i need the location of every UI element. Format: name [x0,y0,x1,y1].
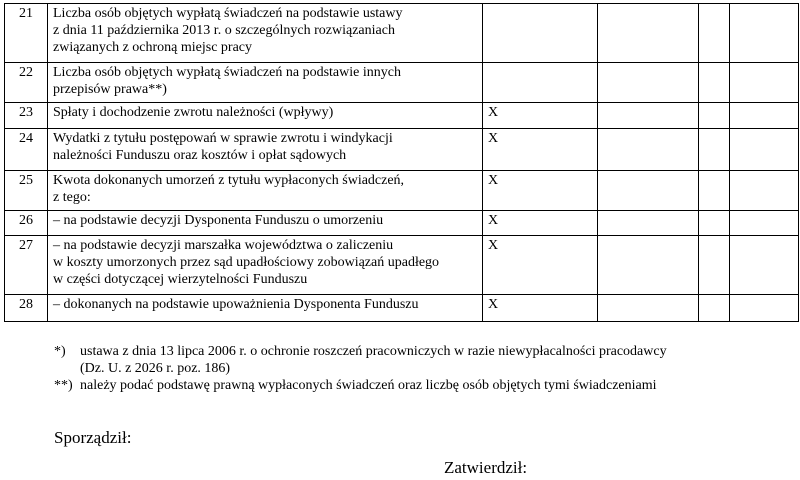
value-cell[interactable] [598,103,699,129]
table-row [5,211,799,236]
row-number: 22 [5,63,48,103]
value-cell[interactable] [730,211,799,236]
value-cell[interactable] [699,236,730,295]
description-line: z tego: [53,189,91,205]
row-description [48,211,483,236]
row-description [48,63,483,103]
not-applicable-mark: X [483,129,598,171]
description-line: Liczba osób objętych wypłatą świadczeń na podstawie ustawy [53,6,403,21]
value-cell[interactable] [730,63,799,103]
table-row [5,129,799,171]
row-description [48,171,483,211]
not-applicable-mark: X [483,171,598,211]
description-line: Spłaty i dochodzenie zwrotu należności (wpływy) [53,105,334,120]
value-cell[interactable] [598,171,699,211]
footnote-line: należy podać podstawę prawną wypłaconych świadczeń oraz liczbę osób objętych tymi świadczeniami [80,378,657,393]
prepared-by-label: Sporządził: [54,428,132,447]
description-line: Kwota dokonanych umorzeń z tytułu wypłaconych świadczeń, [53,173,405,188]
value-cell[interactable] [730,171,799,211]
value-cell[interactable] [598,211,699,236]
value-cell[interactable] [483,4,598,63]
description-line: – na podstawie decyzji Dysponenta Funduszu o umorzeniu [53,213,384,228]
value-cell[interactable] [699,295,730,322]
approved-by-label: Zatwierdził: [444,458,528,477]
value-cell[interactable] [730,103,799,129]
row-description [48,236,483,295]
footnote-mark: **) [54,378,73,393]
description-line: przepisów prawa**) [53,81,167,97]
value-cell[interactable] [699,171,730,211]
row-number: 25 [5,171,48,211]
row-number: 28 [5,295,48,322]
value-cell[interactable] [699,103,730,129]
value-cell[interactable] [730,236,799,295]
value-cell[interactable] [598,4,699,63]
value-cell[interactable] [699,4,730,63]
footnote [54,343,667,377]
table-row [5,63,799,103]
row-description [48,295,483,322]
value-cell[interactable] [598,129,699,171]
report-table [4,3,799,322]
footnote-line: ustawa z dnia 13 lipca 2006 r. o ochronie roszczeń pracowniczych w razie niewypłacalności pracodawcy [80,344,667,359]
row-description [48,103,483,129]
footnote [54,377,667,394]
description-line: Liczba osób objętych wypłatą świadczeń na podstawie innych [53,65,401,80]
not-applicable-mark: X [483,103,598,129]
table-row [5,295,799,322]
description-line: Wydatki z tytułu postępowań w sprawie zwrotu i windykacji [53,131,393,146]
table-row [5,236,799,295]
value-cell[interactable] [699,211,730,236]
description-line: w części dotyczącej wierzytelności Funduszu [53,271,308,287]
row-description [48,129,483,171]
value-cell[interactable] [483,63,598,103]
value-cell[interactable] [730,4,799,63]
row-number: 26 [5,211,48,236]
not-applicable-mark: X [483,236,598,295]
value-cell[interactable] [598,295,699,322]
value-cell[interactable] [598,236,699,295]
description-line: – na podstawie decyzji marszałka województwa o zaliczeniu [53,238,394,253]
footnotes [54,343,667,394]
row-description [48,4,483,63]
table-row [5,103,799,129]
description-line: należności Funduszu oraz kosztów i opłat sądowych [53,147,347,163]
description-line: w koszty umorzonych przez sąd upadłościowy zobowiązań upadłego [53,254,440,270]
footnote-mark: *) [54,344,66,359]
description-line: z dnia 11 października 2013 r. o szczególnych rozwiązaniach [53,22,395,38]
footnote-line: (Dz. U. z 2026 r. poz. 186) [80,361,231,376]
description-line: – dokonanych na podstawie upoważnienia Dysponenta Funduszu [53,297,419,312]
value-cell[interactable] [699,129,730,171]
value-cell[interactable] [730,295,799,322]
not-applicable-mark: X [483,211,598,236]
not-applicable-mark: X [483,295,598,322]
value-cell[interactable] [699,63,730,103]
row-number: 24 [5,129,48,171]
description-line: związanych z ochroną miejsc pracy [53,39,253,55]
value-cell[interactable] [730,129,799,171]
row-number: 21 [5,4,48,63]
report-table-body [5,4,799,322]
table-row [5,171,799,211]
row-number: 23 [5,103,48,129]
table-row [5,4,799,63]
value-cell[interactable] [598,63,699,103]
row-number: 27 [5,236,48,295]
